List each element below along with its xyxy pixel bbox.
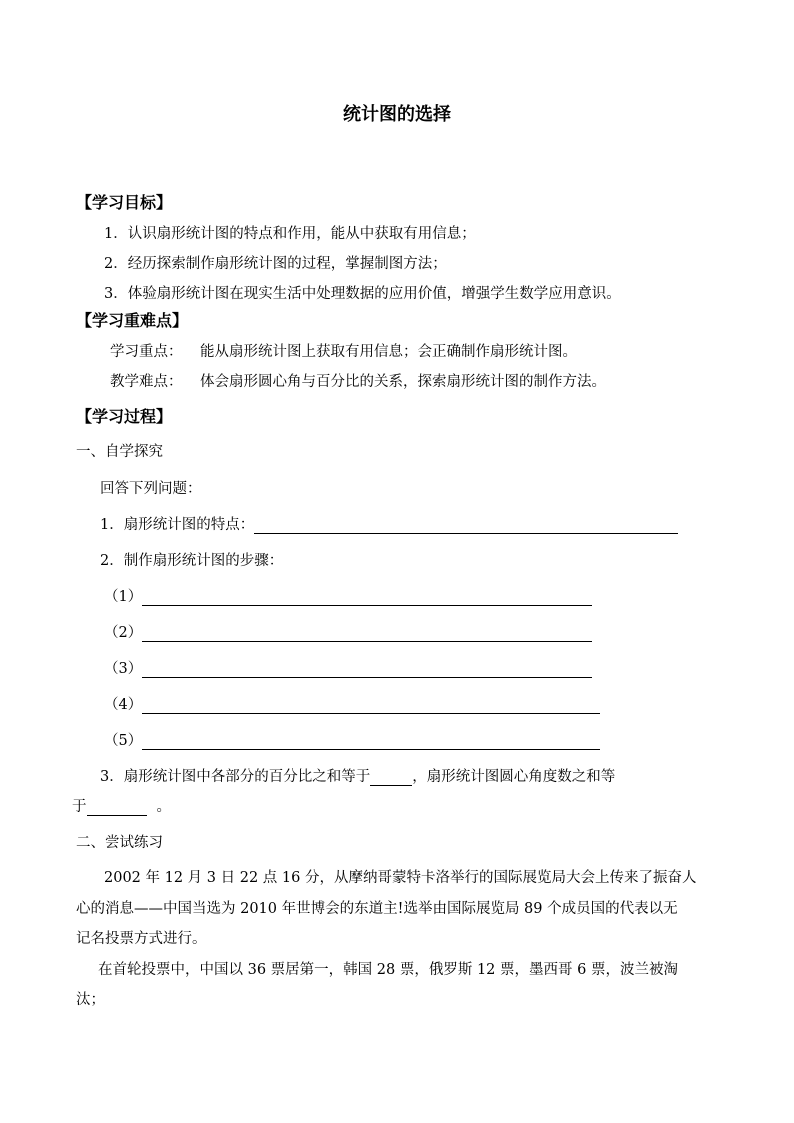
question-3-text-d: 。 [156,799,171,815]
step-label: （1） [104,589,143,605]
paragraph-line: 记名投票方式进行。 [76,931,207,947]
objective-item: 2．经历探索制作扇形统计图的过程，掌握制图方法； [104,256,447,272]
process-heading: 【学习过程】 [76,407,173,426]
paragraph-line: 2002 年 12 月 3 日 22 点 16 分，从摩纳哥蒙特卡洛举行的国际展览局大会上传来了振奋人 [104,870,697,886]
objective-item: 1．认识扇形统计图的特点和作用，能从中获取有用信息； [104,226,476,242]
step-blank[interactable] [142,697,600,714]
paragraph-line: 在首轮投票中，中国以 36 票居第一，韩国 28 票，俄罗斯 12 票，墨西哥 6 票，波兰被淘 [98,962,678,978]
step-row [104,729,600,750]
part1-intro: 回答下列问题： [100,481,202,497]
objectives-heading: 【学习目标】 [76,193,173,212]
page-title: 统计图的选择 [343,104,451,125]
answer-blank[interactable] [254,517,678,534]
step-blank[interactable] [142,733,600,750]
question-1 [100,513,678,534]
step-label: （3） [104,661,143,677]
step-row [104,693,600,714]
question-3-text-c: 于 [72,799,87,815]
step-row [104,621,592,642]
answer-blank[interactable] [87,799,147,816]
step-row [104,585,592,606]
step-label: （5） [104,733,143,749]
objective-item: 3．体验扇形统计图在现实生活中处理数据的应用价值，增强学生数学应用意识。 [104,286,621,302]
focus-text: 能从扇形统计图上获取有用信息；会正确制作扇形统计图。 [200,344,577,360]
question-1-text: 1．扇形统计图的特点： [100,517,255,533]
step-blank[interactable] [142,661,592,678]
answer-blank[interactable] [370,769,412,786]
focus-label: 学习重点： [110,344,183,360]
question-3 [100,765,615,786]
step-label: （4） [104,697,143,713]
step-row [104,657,592,678]
question-2: 2．制作扇形统计图的步骤： [100,553,284,569]
part1-heading: 一、自学探究 [76,444,163,460]
question-3-cont [72,795,171,816]
step-blank[interactable] [142,589,592,606]
question-3-text-a: 3．扇形统计图中各部分的百分比之和等于 [100,769,371,785]
keypoints-heading: 【学习重难点】 [76,311,189,330]
paragraph-line: 汰； [76,992,105,1008]
paragraph-line: 心的消息——中国当选为 2010 年世博会的东道主!选举由国际展览局 89 个成员国的代表以无 [76,901,678,917]
question-3-text-b: ，扇形统计图圆心角度数之和等 [412,769,616,785]
part2-heading: 二、尝试练习 [76,835,163,851]
difficulty-label: 教学难点： [110,374,183,390]
step-blank[interactable] [142,625,592,642]
difficulty-text: 体会扇形圆心角与百分比的关系，探索扇形统计图的制作方法。 [200,374,606,390]
step-label: （2） [104,625,143,641]
